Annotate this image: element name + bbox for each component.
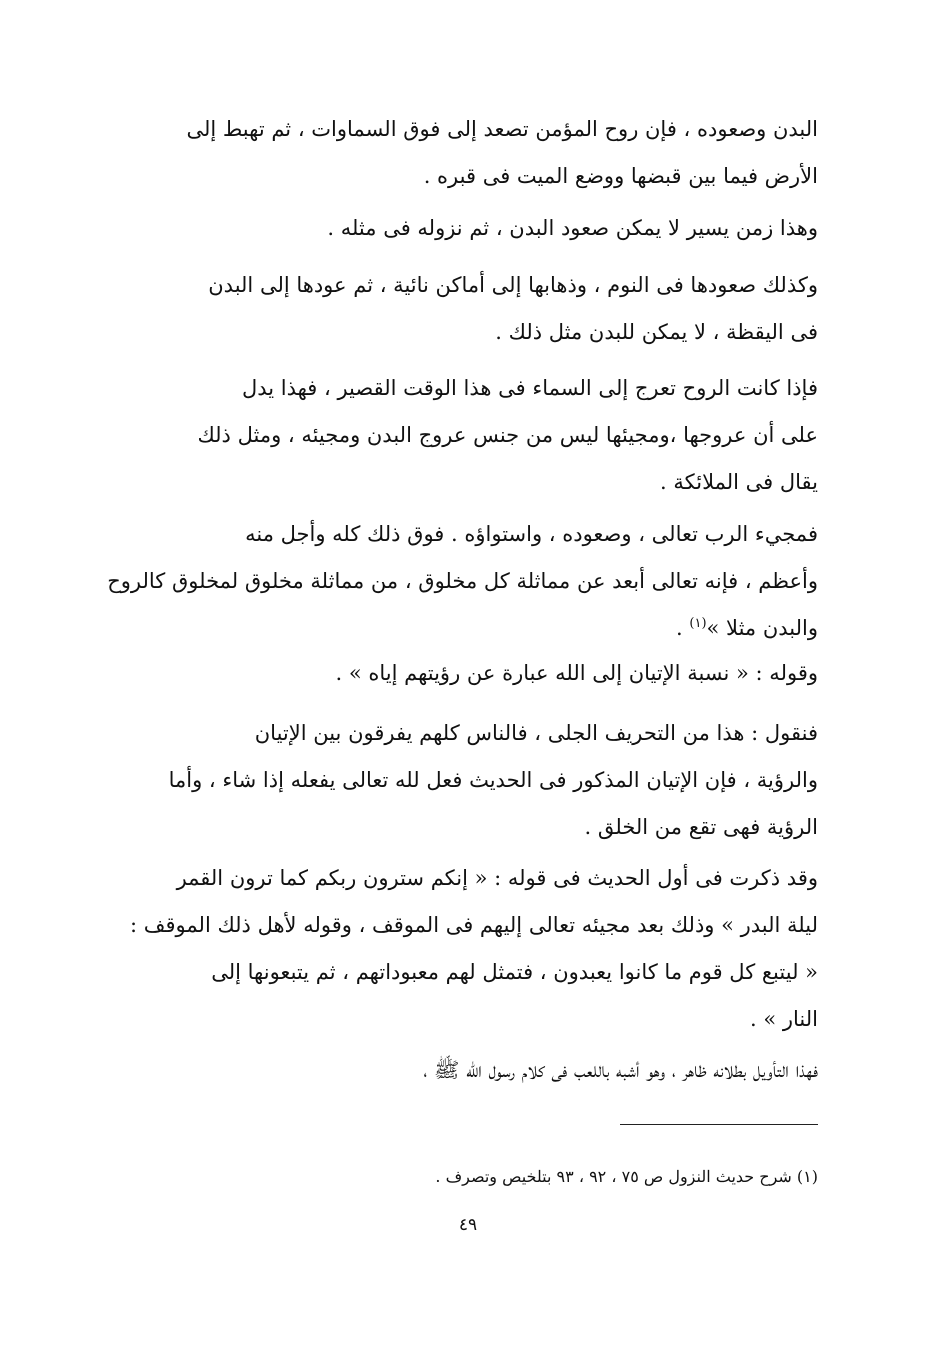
paragraph-4 xyxy=(118,365,818,506)
text-line: وقوله : « نسبة الإتيان إلى الله عبارة عن رؤيتهم إياه » . xyxy=(335,661,818,685)
text-line: والرؤية ، فإن الإتيان المذكور فى الحديث فعل لله تعالى يفعله إذا شاء ، وأما xyxy=(168,768,818,792)
paragraph-1 xyxy=(118,106,818,200)
text-line: النار » . xyxy=(750,1007,818,1031)
paragraph-3 xyxy=(118,262,818,356)
text-line: يقال فى الملائكة . xyxy=(660,470,818,494)
text-line: وكذلك صعودها فى النوم ، وذهابها إلى أماكن نائية ، ثم عودها إلى البدن xyxy=(208,273,818,297)
text-line: فإذا كانت الروح تعرج إلى السماء فى هذا الوقت القصير ، فهذا يدل xyxy=(241,376,818,400)
footnote-reference[interactable]: (١) xyxy=(689,616,707,631)
text-line: فهذا التأويل بطلانه ظاهر ، وهو أشبه باللعب فى كلام رسول الله ﷺ ، xyxy=(423,1058,818,1082)
paragraph-2 xyxy=(118,205,818,252)
paragraph-8 xyxy=(118,855,818,1043)
paragraph-5 xyxy=(107,511,818,652)
text-line: فنقول : هذا من التحريف الجلى ، فالناس كلهم يفرقون بين الإتيان xyxy=(254,721,818,745)
line-end: . xyxy=(676,616,690,640)
paragraph-7 xyxy=(118,710,818,851)
line-text: والبدن مثلا » xyxy=(706,616,818,640)
text-line: الأرض فيما بين قبضها ووضع الميت فى قبره . xyxy=(423,164,818,188)
text-line: وأعظم ، فإنه تعالى أبعد عن مماثلة كل مخلوق ، من مماثلة مخلوق لمخلوق كالروح xyxy=(107,569,818,593)
text-line: فمجيء الرب تعالى ، وصعوده ، واستواؤه . فوق ذلك كله وأجل منه xyxy=(245,522,818,546)
text-line: على أن عروجها ،ومجيئها ليس من جنس عروج البدن ومجيئه ، ومثل ذلك xyxy=(197,423,818,447)
text-line: « ليتبع كل قوم ما كانوا يعبدون ، فتمثل لهم معبوداتهم ، ثم يتبعونها إلى xyxy=(211,960,818,984)
text-line: وهذا زمن يسير لا يمكن صعود البدن ، ثم نزوله فى مثله . xyxy=(327,216,818,240)
text-line: ليلة البدر » وذلك بعد مجيئه تعالى إليهم فى الموقف ، وقوله لأهل ذلك الموقف : xyxy=(130,913,818,937)
paragraph-6 xyxy=(118,650,818,697)
text-line: فى اليقظة ، لا يمكن للبدن مثل ذلك . xyxy=(495,320,818,344)
text-line: الرؤية فهى تقع من الخلق . xyxy=(584,815,818,839)
text-line: البدن وصعوده ، فإن روح المؤمن تصعد إلى فوق السماوات ، ثم تهبط إلى xyxy=(186,117,818,141)
paragraph-9 xyxy=(118,1047,818,1094)
page-number: ٤٩ xyxy=(458,1215,478,1235)
text-line: وقد ذكرت فى أول الحديث فى قوله : « إنكم سترون ربكم كما ترون القمر xyxy=(176,866,818,890)
footnote: (١) شرح حديث النزول ص ٧٥ ، ٩٢ ، ٩٣ بتلخيص وتصرف . xyxy=(435,1167,818,1186)
footnote-separator xyxy=(620,1124,818,1125)
text-line-with-footnote xyxy=(118,605,818,652)
